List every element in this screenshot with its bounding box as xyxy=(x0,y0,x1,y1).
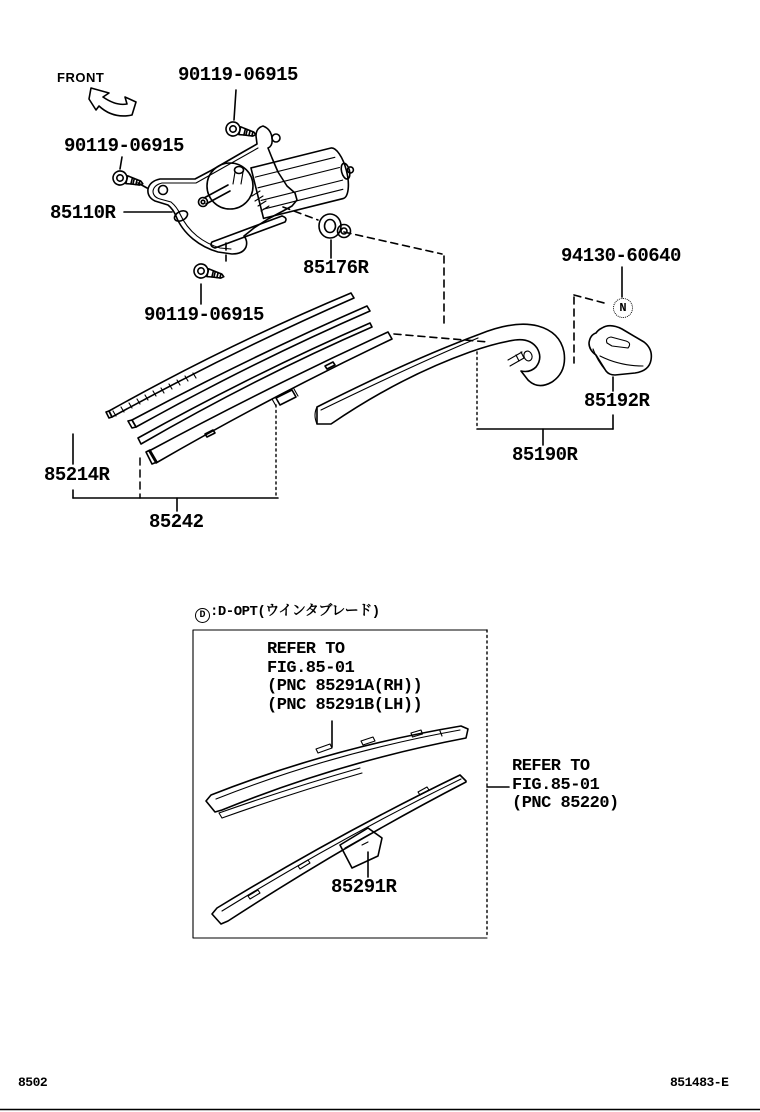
bolt-icon-left xyxy=(112,170,145,191)
winter-blade-bottom-drawing xyxy=(212,775,466,924)
refer-note-blades-line1: REFER TO xyxy=(267,640,345,659)
part-label-grommet[interactable]: 85176R xyxy=(303,257,369,279)
refer-note-box xyxy=(512,758,619,814)
part-label-wiper-arm[interactable]: 85190R xyxy=(512,444,578,466)
part-label-bolt-left[interactable]: 90119-06915 xyxy=(64,135,184,157)
part-label-wiper-blade[interactable]: 85242 xyxy=(149,511,204,533)
option-note-text: :D-OPT(ウインタブレード) xyxy=(210,604,380,620)
refer-note-box-line1: REFER TO xyxy=(512,757,590,776)
refer-note-blades xyxy=(267,641,422,715)
nut-marker: N xyxy=(613,298,633,318)
refer-note-box-line3: (PNC 85220) xyxy=(512,794,619,813)
wiper-arm-drawing xyxy=(315,324,565,424)
group-bracket-lines xyxy=(73,352,613,511)
refer-note-blades-line3: (PNC 85291A(RH)) xyxy=(267,677,423,696)
front-direction-label: FRONT xyxy=(57,70,105,85)
footer-figure-code: 851483-E xyxy=(670,1075,729,1090)
winter-blade-top-drawing xyxy=(206,726,468,818)
refer-note-blades-line4: (PNC 85291B(LH)) xyxy=(267,695,423,715)
footer-page-code: 8502 xyxy=(18,1075,48,1090)
assembly-dashed-lines xyxy=(226,207,608,363)
part-label-winter-blade[interactable]: 85291R xyxy=(331,876,397,898)
part-label-bolt-top[interactable]: 90119-06915 xyxy=(178,64,298,86)
refer-note-blades-line2: FIG.85-01 xyxy=(267,658,355,678)
bolt-icon-top xyxy=(225,121,258,142)
grommet-drawing xyxy=(319,214,351,238)
part-label-bolt-bottom[interactable]: 90119-06915 xyxy=(144,304,264,326)
part-label-pivot-nut[interactable]: 94130-60640 xyxy=(561,245,681,267)
option-note xyxy=(195,605,380,623)
circled-option-marker: D xyxy=(195,608,210,623)
refer-note-box-line2: FIG.85-01 xyxy=(512,775,600,795)
part-label-arm-head-cap[interactable]: 85192R xyxy=(584,390,650,412)
bolt-icon-bottom xyxy=(193,263,226,284)
arm-head-cap-drawing xyxy=(589,326,651,375)
part-label-motor-bracket[interactable]: 85110R xyxy=(50,202,116,224)
part-label-blade-rubber[interactable]: 85214R xyxy=(44,464,110,486)
front-arrow-icon xyxy=(89,88,136,116)
